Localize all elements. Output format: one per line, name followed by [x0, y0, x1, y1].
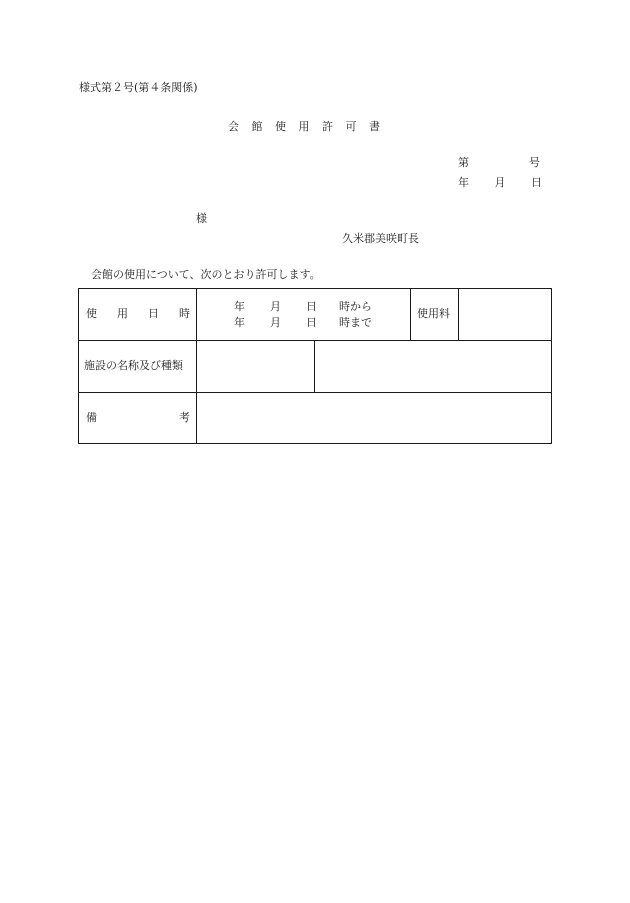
permit-table	[78, 288, 552, 444]
table-row-divider	[78, 340, 552, 341]
to-day-label: 日	[306, 316, 317, 329]
addressee-honorific: 様	[196, 212, 207, 225]
to-year-label: 年	[234, 316, 245, 329]
number-suffix: 号	[529, 156, 540, 169]
table-border-top	[78, 288, 552, 289]
table-column-divider	[196, 288, 197, 444]
table-border-right	[551, 288, 552, 444]
number-label: 第	[458, 156, 469, 169]
issuer-name: 久米郡美咲町長	[342, 232, 419, 245]
table-border-left	[78, 288, 79, 444]
usage-to-row	[234, 316, 372, 330]
date-month-label: 月	[494, 176, 506, 189]
facility-label: 施設の名称及び種類	[84, 359, 183, 372]
intro-text: 会館の使用について、次のとおり許可します。	[91, 268, 321, 281]
from-day-label: 日	[306, 300, 317, 313]
date-year-label: 年	[458, 176, 469, 189]
from-time-label: 時から	[339, 300, 372, 313]
date-day-label: 日	[531, 176, 542, 189]
table-border-bottom	[78, 443, 552, 444]
usage-from-row	[234, 300, 372, 314]
to-time-label: 時まで	[339, 316, 372, 329]
usage-fee-label: 使用料	[417, 307, 450, 320]
remarks-label: 備 考	[86, 411, 190, 424]
to-month-label: 月	[270, 316, 281, 329]
table-column-divider	[314, 340, 315, 393]
issue-date	[458, 176, 542, 190]
table-column-divider	[458, 288, 459, 341]
table-row-divider	[78, 392, 552, 393]
from-month-label: 月	[270, 300, 281, 313]
from-year-label: 年	[234, 300, 245, 313]
form-number: 様式第２号(第４条関係)	[79, 81, 198, 94]
table-column-divider	[410, 288, 411, 341]
document-title: 会館使用許可書	[228, 120, 393, 133]
usage-datetime-label: 使 用 日 時	[86, 307, 190, 320]
